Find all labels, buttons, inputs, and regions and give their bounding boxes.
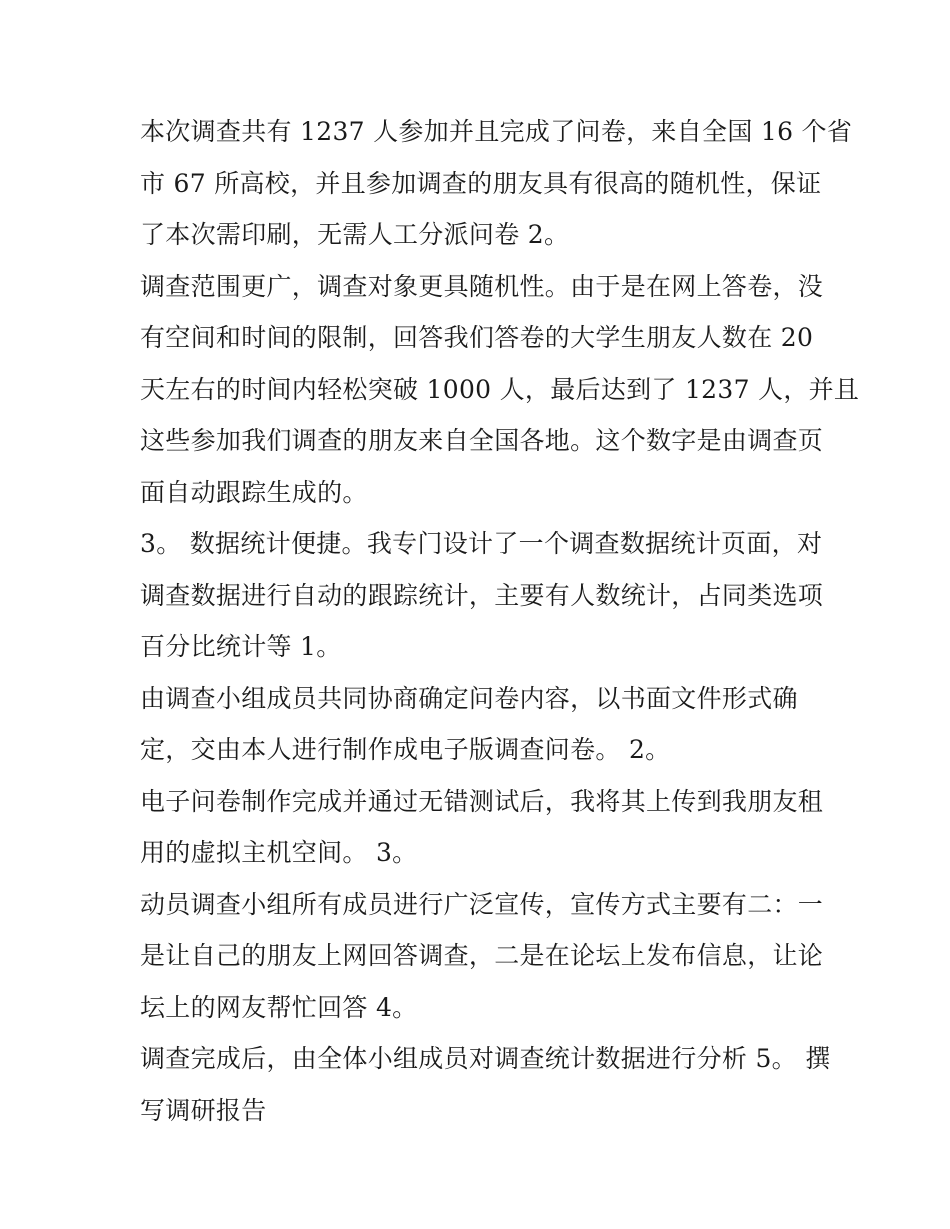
document-body: [140, 106, 860, 1136]
text-line: 百分比统计等 1。: [140, 632, 342, 661]
text-line: 坛上的网友帮忙回答 4。: [140, 992, 418, 1022]
text-line: 定，交由本人进行制作成电子版调查问卷。 2。: [140, 735, 671, 764]
text-line: 是让自己的朋友上网回答调查，二是在论坛上发布信息，让论: [140, 941, 824, 970]
text-line: 调查完成后，由全体小组成员对调查统计数据进行分析 5。 撰: [140, 1044, 831, 1073]
text-line: 这些参加我们调查的朋友来自全国各地。这个数字是由调查页: [140, 426, 824, 455]
text-line: 用的虚拟主机空间。 3。: [140, 838, 418, 867]
text-line: 天左右的时间内轻松突破 1000 人，最后达到了 1237 人，并且: [140, 374, 860, 404]
text-line: 面自动跟踪生成的。: [140, 477, 368, 507]
text-line: 电子问卷制作完成并通过无错测试后，我将其上传到我朋友租: [140, 786, 824, 816]
text-line: 本次调查共有 1237 人参加并且完成了问卷，来自全国 16 个省: [140, 117, 853, 146]
text-line: 3。 数据统计便捷。我专门设计了一个调查数据统计页面，对: [140, 529, 823, 558]
text-line: 了本次需印刷，无需人工分派问卷 2。: [140, 220, 570, 249]
text-line: 有空间和时间的限制，回答我们答卷的大学生朋友人数在 20: [140, 323, 814, 352]
text-line: 市 67 所高校，并且参加调查的朋友具有很高的随机性，保证: [140, 168, 822, 198]
text-line: 调查数据进行自动的跟踪统计，主要有人数统计，占同类选项: [140, 580, 824, 610]
text-line: 由调查小组成员共同协商确定问卷内容，以书面文件形式确: [140, 683, 798, 713]
text-line: 调查范围更广，调查对象更具随机性。由于是在网上答卷，没: [140, 271, 824, 301]
text-line: 写调研报告: [140, 1095, 267, 1125]
text-line: 动员调查小组所有成员进行广泛宣传，宣传方式主要有二：一: [140, 889, 824, 919]
